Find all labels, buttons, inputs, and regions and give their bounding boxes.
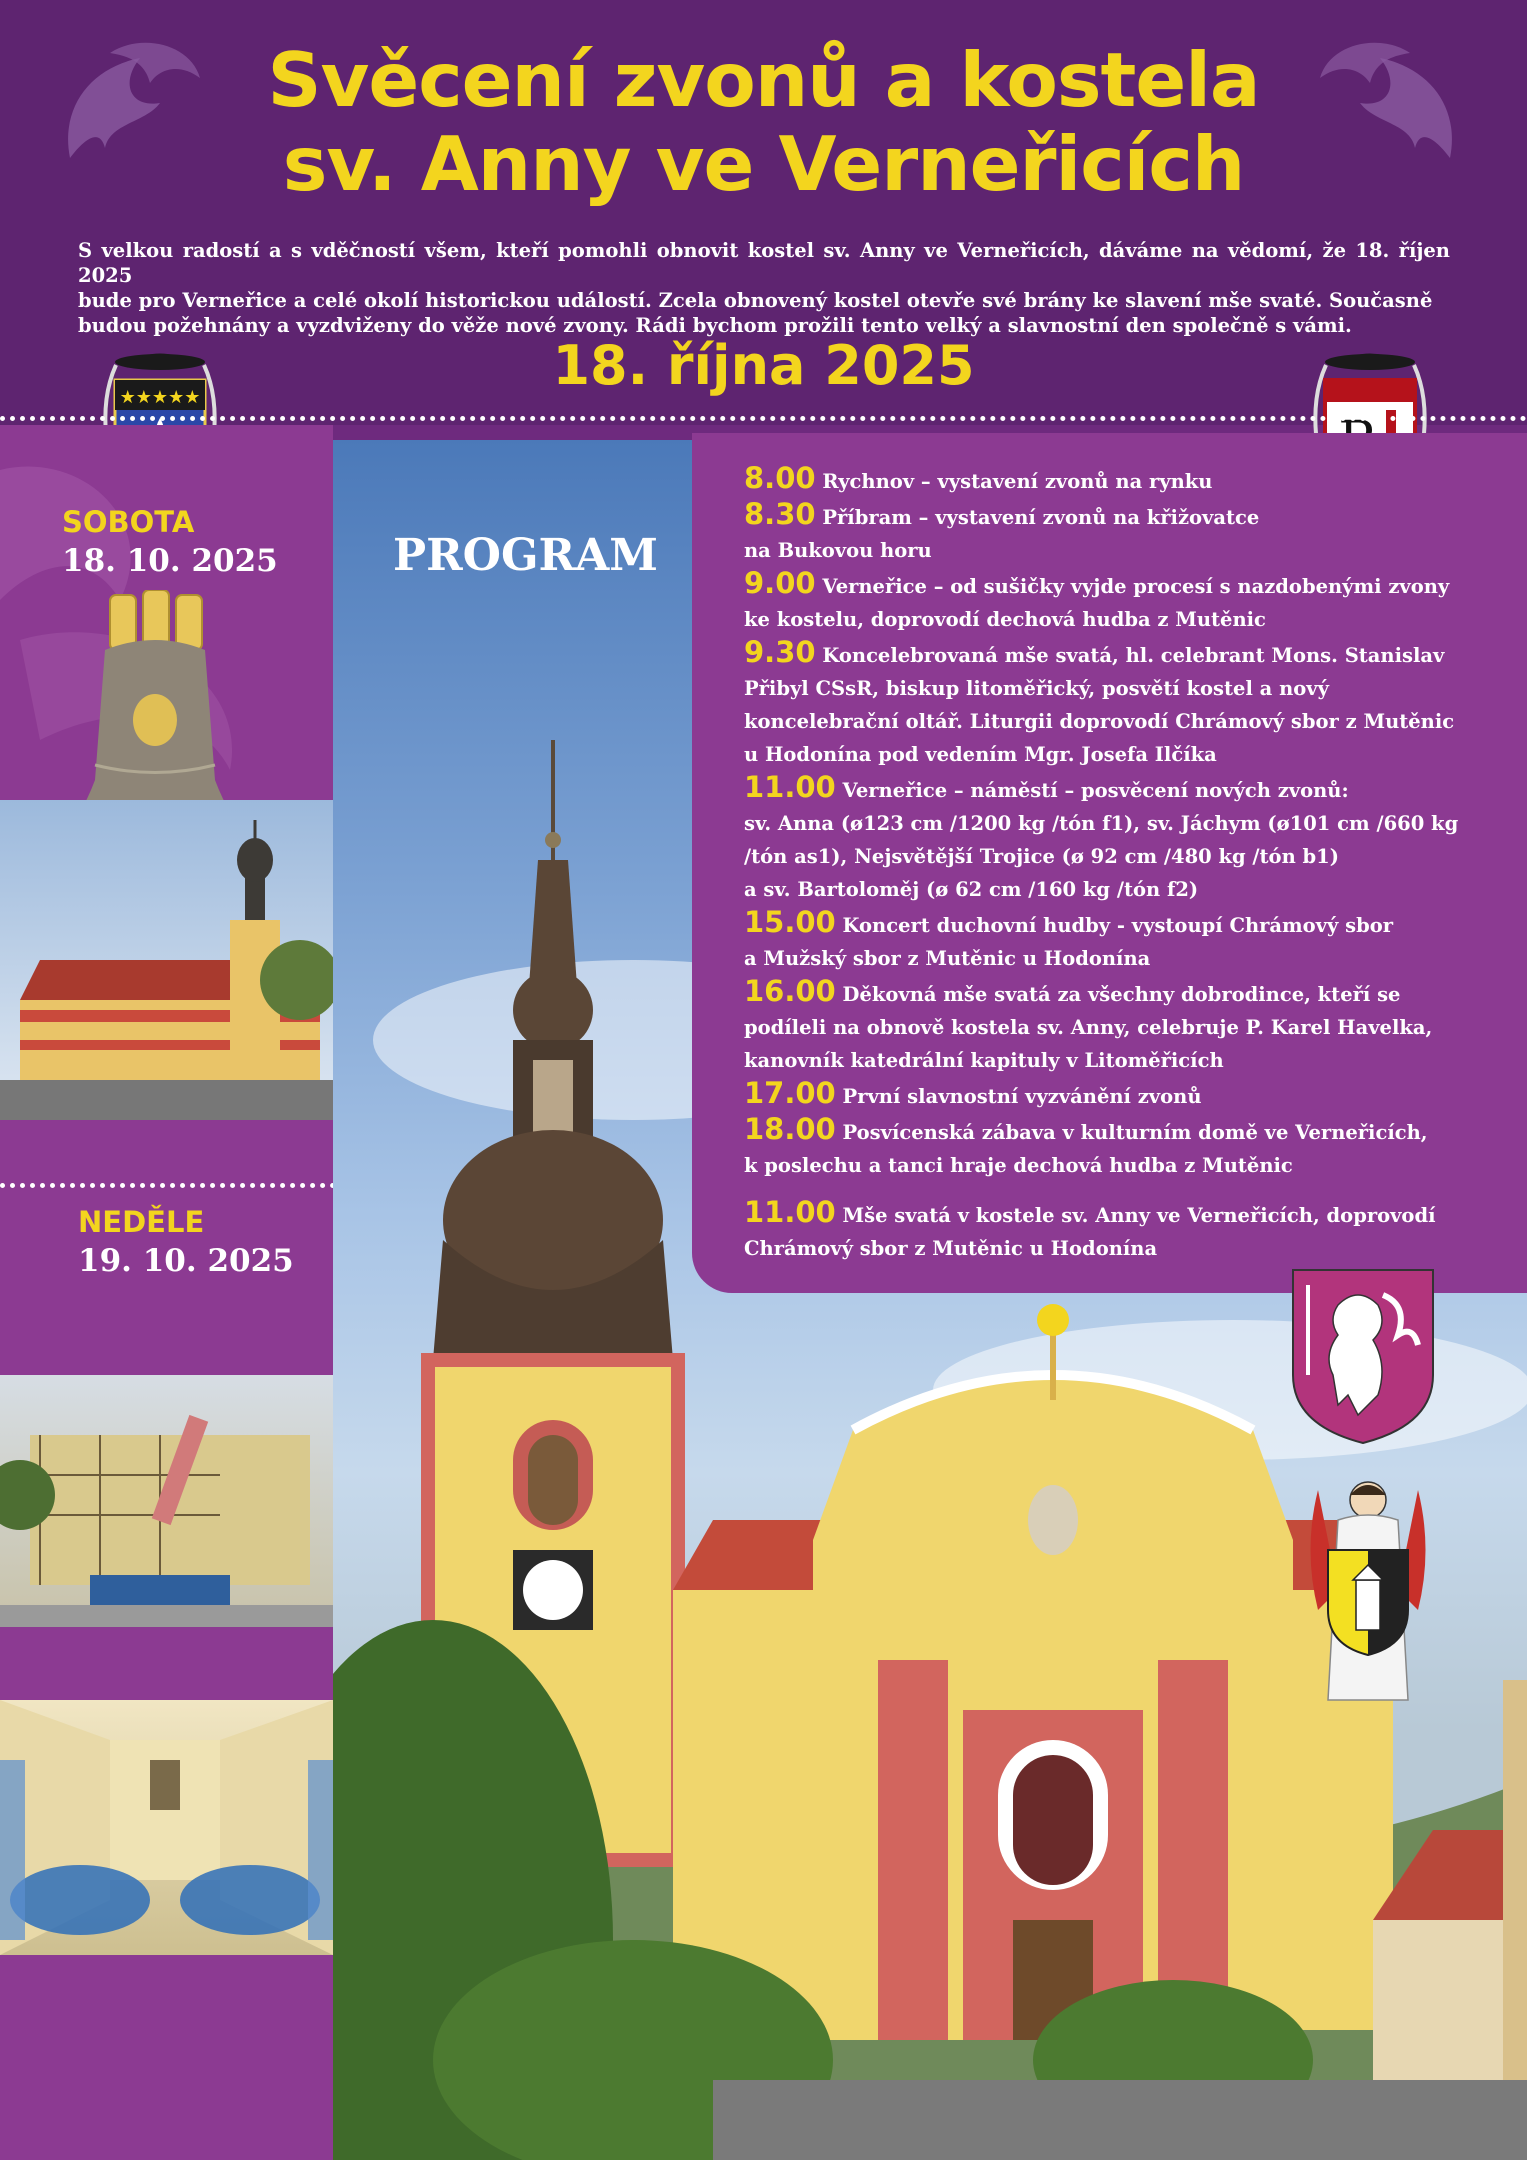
program-item: 16.00 Děkovná mše svatá za všechny dobrodince, kteří se podíleli na obnově kostela sv. Anny, celebruje P. Karel Havelka, kanovník katedrální kapituly v Litoměřicích bbox=[744, 974, 1433, 1072]
saturday-day: SOBOTA bbox=[62, 505, 195, 539]
sunday-label bbox=[0, 1205, 333, 1279]
program-time: 9.00 bbox=[744, 566, 816, 600]
program-time: 16.00 bbox=[744, 974, 836, 1008]
intro-paragraph bbox=[78, 238, 1450, 338]
sunday-date: 19. 10. 2025 bbox=[78, 1243, 294, 1279]
sunday-day: NEDĚLE bbox=[78, 1205, 205, 1239]
title-line-2: sv. Anny ve Verneřicích bbox=[282, 120, 1245, 208]
program-item: 15.00 Koncert duchovní hudby - vystoupí Chrámový sbor a Mužský sbor z Mutěnic u Hodonína bbox=[744, 905, 1394, 970]
program-item: 8.30 Příbram – vystavení zvonů na křižovatce na Bukovou horu bbox=[744, 497, 1260, 562]
sunday-program-list bbox=[744, 1196, 1524, 1265]
intro-line: budou požehnány a vyzdviženy do věže nové zvony. Rádi bychom prožili tento velký a slavnostní den společně s vámi. bbox=[78, 314, 1352, 337]
intro-line: S velkou radostí a s vděčností všem, kteří pomohli obnovit kostel sv. Anny ve Verneřicích, dáváme na vědomí, že 18. říjen 2025 bbox=[78, 239, 1450, 287]
saturday-date: 18. 10. 2025 bbox=[62, 543, 278, 579]
program-item: 8.00 Rychnov – vystavení zvonů na rynku bbox=[744, 461, 1213, 495]
intro-line: bude pro Verneřice a celé okolí historickou událostí. Zcela obnovený kostel otevře své brány ke slavení mše svaté. Současně bbox=[78, 289, 1433, 312]
title-line-1: Svěcení zvonů a kostela bbox=[267, 36, 1260, 124]
lion-coat-of-arms-icon bbox=[1288, 1265, 1438, 1445]
page-title bbox=[0, 38, 1527, 206]
construction-photo bbox=[0, 1375, 333, 1627]
interior-photo bbox=[0, 1700, 333, 1955]
program-item: 11.00 Verneřice – náměstí – posvěcení nových zvonů: sv. Anna (ø123 cm /1200 kg /tón f1), sv. Jáchym (ø101 cm /660 kg /tón as1), Nejsvětější Trojice (ø 92 cm /480 kg /tón b1) a sv. Bartoloměj (ø 62 cm /160 kg /tón f2) bbox=[744, 770, 1459, 901]
event-date: 18. října 2025 bbox=[552, 334, 975, 397]
program-time: 15.00 bbox=[744, 905, 836, 939]
angel-coat-of-arms-icon bbox=[1298, 1470, 1438, 1710]
church-photo-small bbox=[0, 800, 333, 1120]
saturday-label bbox=[0, 505, 333, 579]
program-time: 17.00 bbox=[744, 1076, 836, 1110]
program-item: 11.00 Mše svatá v kostele sv. Anny ve Verneřicích, doprovodí Chrámový sbor z Mutěnic u Hodonína bbox=[744, 1195, 1436, 1260]
svg-text:★★★★★: ★★★★★ bbox=[119, 387, 201, 408]
program-item: 9.30 Koncelebrovaná mše svatá, hl. celebrant Mons. Stanislav Přibyl CSsR, biskup litoměřický, posvětí kostel a nový koncelebrační oltář. Liturgii doprovodí Chrámový sbor z Mutěnic u Hodonína pod vedením Mgr. Josefa Ilčíka bbox=[744, 635, 1455, 766]
program-label: PROGRAM bbox=[393, 530, 658, 581]
program-time: 11.00 bbox=[744, 770, 836, 804]
program-time: 18.00 bbox=[744, 1112, 836, 1146]
program-time: 9.30 bbox=[744, 635, 816, 669]
program-item: 9.00 Verneřice – od sušičky vyjde procesí s nazdobenými zvony ke kostelu, doprovodí dechová hudba z Mutěnic bbox=[744, 566, 1450, 631]
saturday-program-list bbox=[744, 462, 1524, 1182]
program-item: 17.00 První slavnostní vyzvánění zvonů bbox=[744, 1076, 1202, 1110]
program-time: 11.00 bbox=[744, 1195, 836, 1229]
program-item: 18.00 Posvícenská zábava v kulturním domě ve Verneřicích, k poslechu a tanci hraje dechová hudba z Mutěnic bbox=[744, 1112, 1428, 1177]
program-time: 8.00 bbox=[744, 461, 816, 495]
program-time: 8.30 bbox=[744, 497, 816, 531]
divider-dotted bbox=[0, 416, 1527, 421]
